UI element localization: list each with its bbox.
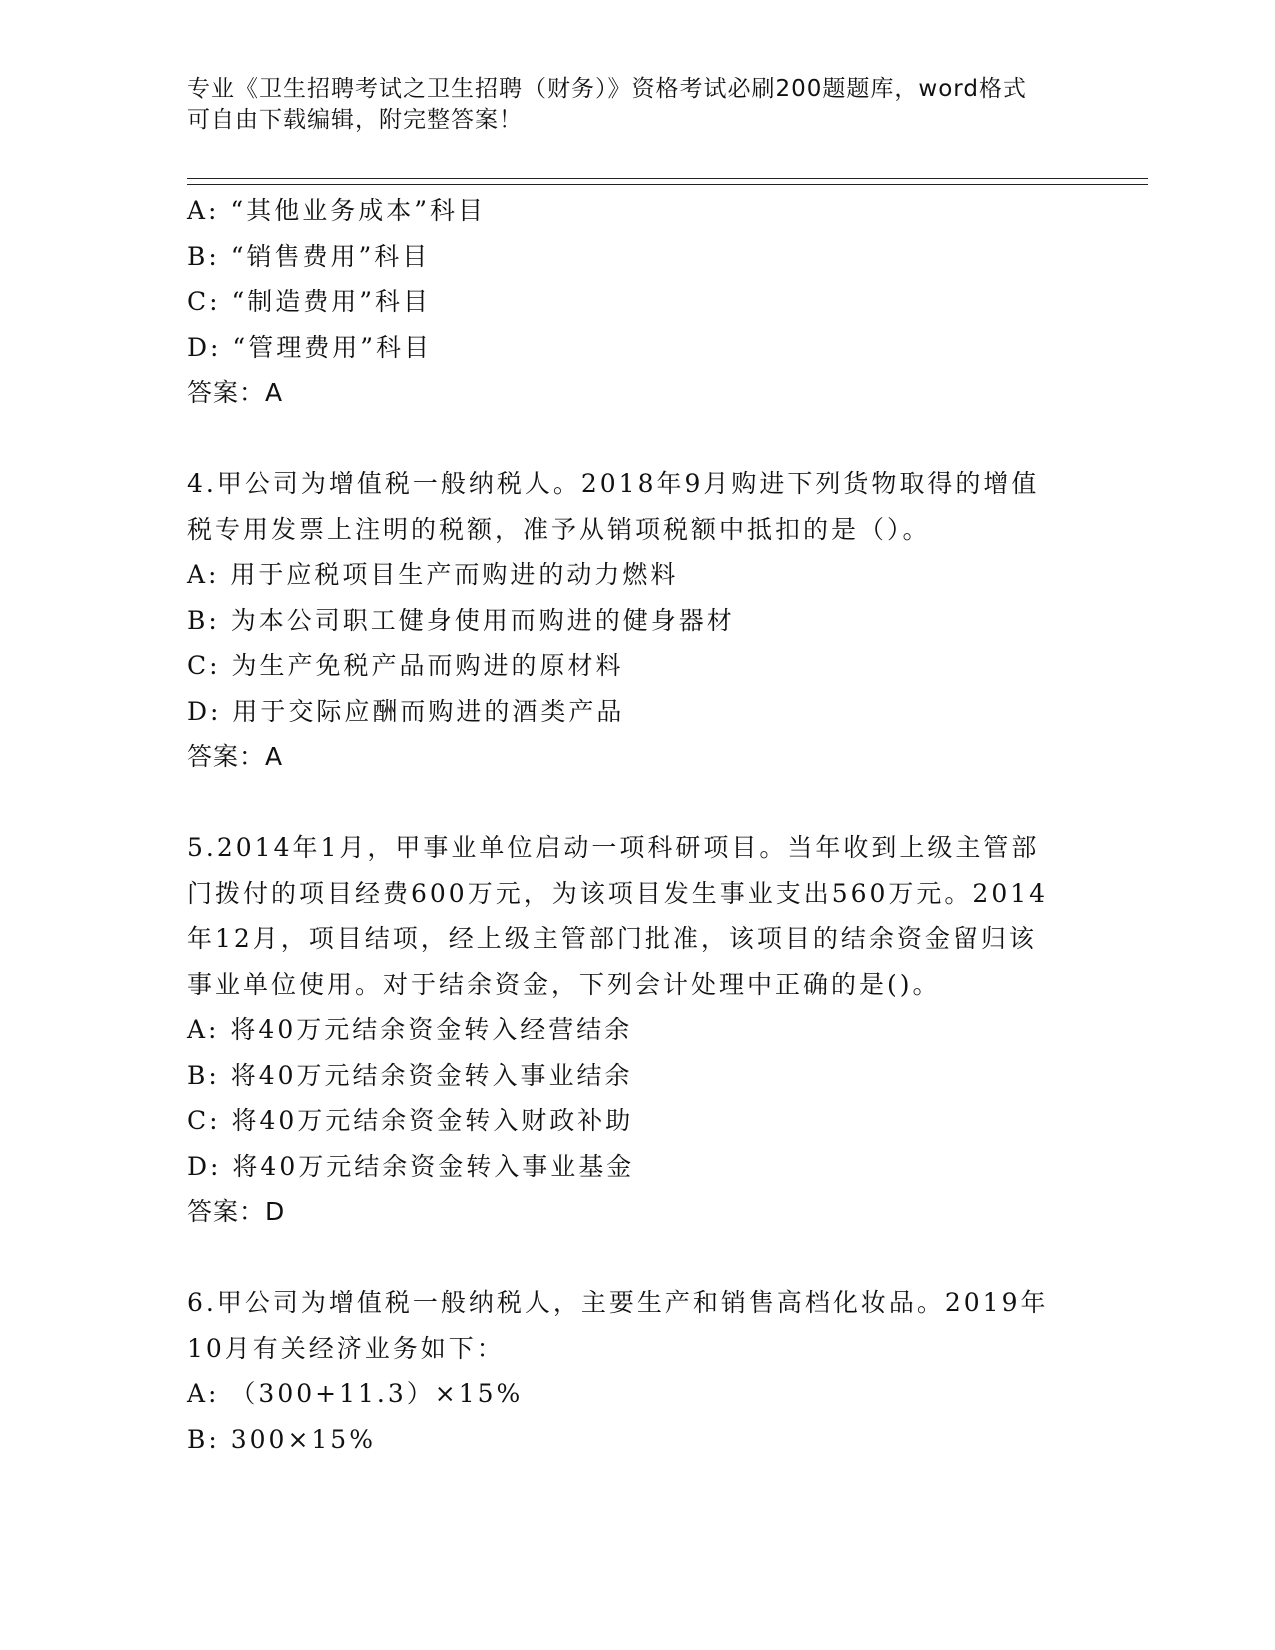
answer-line: 答案：D	[187, 1197, 286, 1226]
document-header	[187, 74, 1087, 136]
option-b: B: “销售费用”科目	[187, 241, 431, 271]
option-a: A: 用于应税项目生产而购进的动力燃料	[187, 560, 679, 589]
option-a: A: （300+11.3）×15%	[187, 1379, 524, 1408]
header-line-1: 专业《卫生招聘考试之卫生招聘（财务）》资格考试必刷200题题库，word格式	[187, 76, 1027, 102]
option-b: B: 300×15%	[187, 1424, 376, 1454]
question-4-block	[187, 461, 1087, 780]
option-a: A: “其他业务成本”科目	[187, 196, 486, 225]
question-stem-line: 4.甲公司为增值税一般纳税人。2018年9月购进下列货物取得的增值	[187, 469, 1040, 498]
question-stem-line: 6.甲公司为增值税一般纳税人，主要生产和销售高档化妆品。2019年	[187, 1288, 1049, 1317]
question-content	[187, 188, 1087, 1462]
question-stem-line: 10月有关经济业务如下：	[187, 1333, 505, 1363]
question-stem-line: 税专用发票上注明的税额，准予从销项税额中抵扣的是（）。	[187, 514, 931, 544]
spacer	[187, 780, 1087, 826]
question-5-block	[187, 825, 1087, 1235]
question-stem-line: 门拨付的项目经费600万元，为该项目发生事业支出560万元。2014	[187, 878, 1049, 908]
option-b: B: 为本公司职工健身使用而购进的健身器材	[187, 605, 735, 635]
option-c: C: “制造费用”科目	[187, 287, 432, 316]
question-stem-line: 年12月，项目结项，经上级主管部门批准，该项目的结余资金留归该	[187, 924, 1037, 953]
spacer	[187, 416, 1087, 462]
question-stem-line: 5.2014年1月，甲事业单位启动一项科研项目。当年收到上级主管部	[187, 833, 1040, 862]
question-6-block	[187, 1280, 1087, 1462]
option-b: B: 将40万元结余资金转入事业结余	[187, 1060, 633, 1090]
question-stem-line: 事业单位使用。对于结余资金，下列会计处理中正确的是()。	[187, 969, 941, 999]
option-c: C: 为生产免税产品而购进的原材料	[187, 651, 624, 680]
answer-line: 答案：A	[187, 742, 284, 771]
option-d: D: 将40万元结余资金转入事业基金	[187, 1151, 635, 1181]
spacer	[187, 1235, 1087, 1281]
question-3-block	[187, 188, 1087, 416]
option-c: C: 将40万元结余资金转入财政补助	[187, 1106, 634, 1135]
option-d: D: 用于交际应酬而购进的酒类产品	[187, 696, 625, 726]
answer-line: 答案：A	[187, 378, 284, 407]
header-divider-top	[187, 178, 1148, 179]
header-divider-bottom	[187, 184, 1148, 185]
option-a: A: 将40万元结余资金转入经营结余	[187, 1015, 633, 1044]
option-d: D: “管理费用”科目	[187, 332, 432, 362]
header-line-2: 可自由下载编辑，附完整答案！	[187, 107, 523, 133]
